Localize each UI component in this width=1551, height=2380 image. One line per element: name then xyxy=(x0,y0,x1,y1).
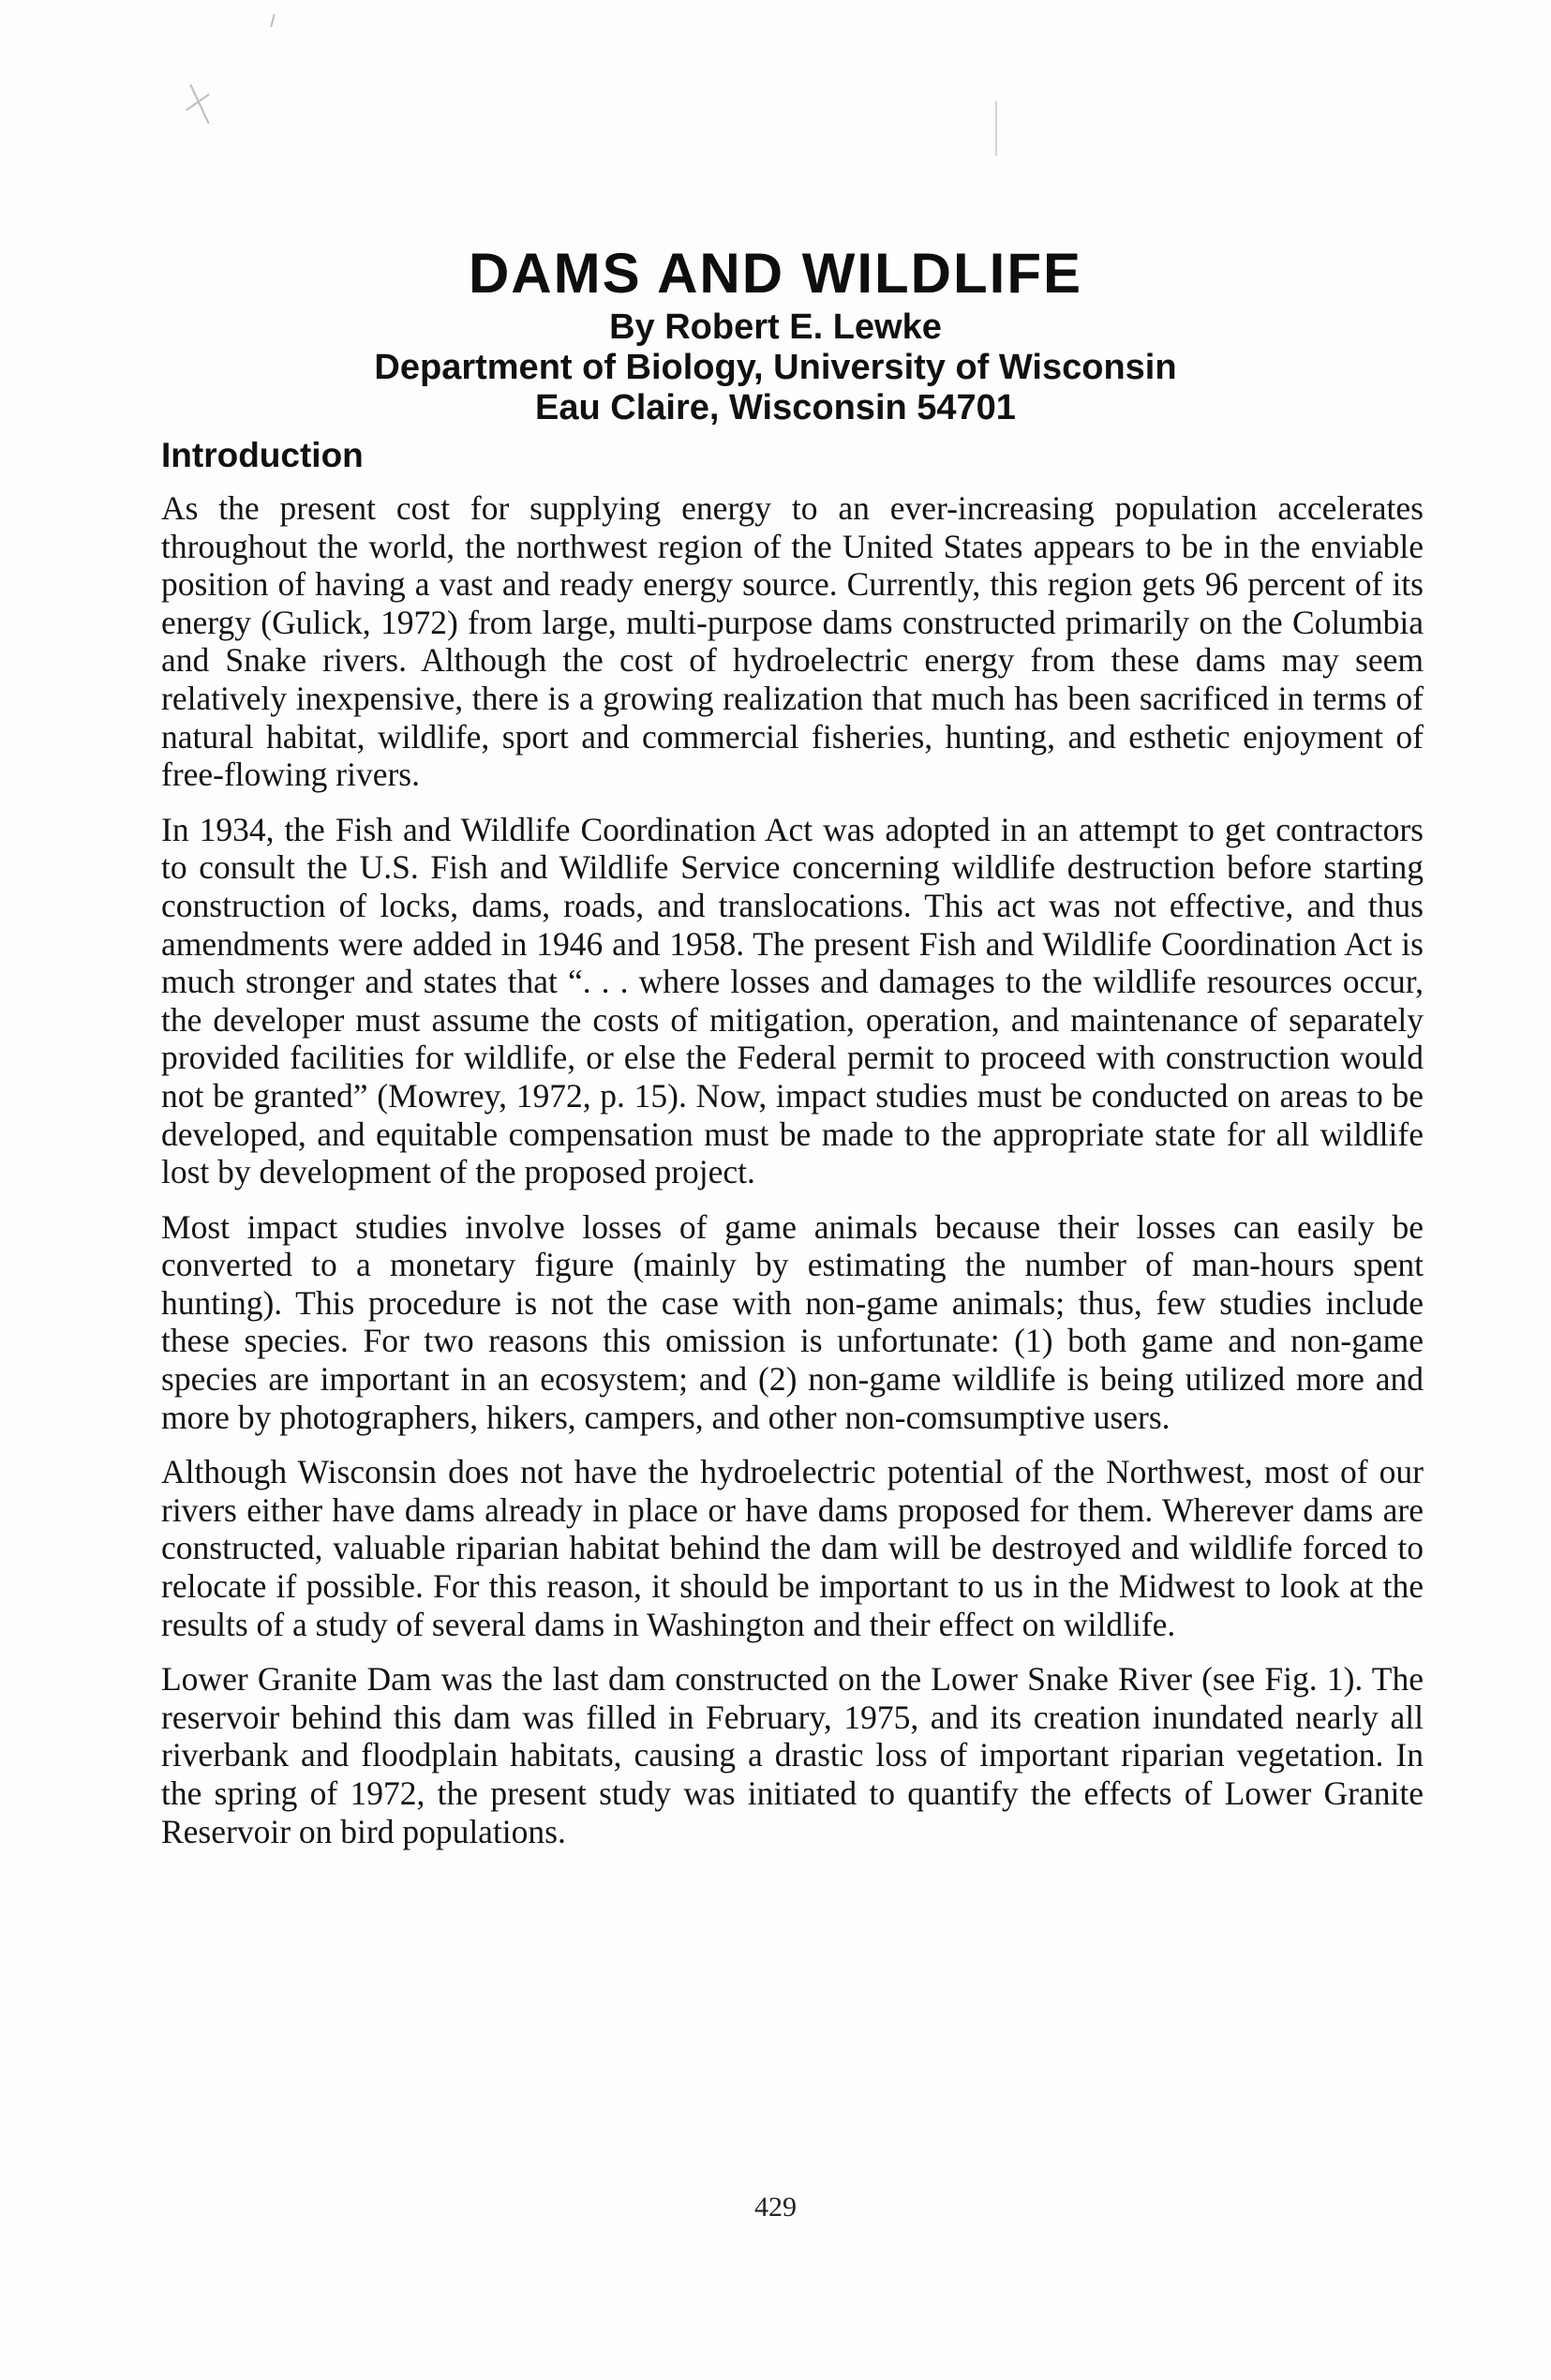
body-paragraph: As the present cost for supplying energy to an ever-increasing population accelerates throughout the world, the northwest region of the United States appears to be in the enviable position of having a vast and ready energy source. Currently, this region gets 96 percent of its energy (Gulick, 1972) from large, multi-purpose dams constructed primarily on the Columbia and Snake rivers. Although the cost of hydroelectric energy from these dams may seem relatively inexpensive, there is a growing realization that much has been sacrificed in terms of natural habitat, wildlife, sport and commercial fisheries, hunting, and esthetic enjoyment of free-flowing rivers. xyxy=(161,489,1424,794)
section-heading: Introduction xyxy=(161,436,364,474)
article-body xyxy=(161,489,1424,1867)
article-title: DAMS AND WILDLIFE xyxy=(468,242,1083,305)
body-paragraph: Although Wisconsin does not have the hydroelectric potential of the Northwest, most of our rivers either have dams already in place or have dams proposed for them. Wherever dams are constructed, valuable riparian habitat behind the dam will be destroyed and wildlife forced to relocate if possible. For this reason, it should be important to us in the Midwest to look at the results of a study of several dams in Washington and their effect on wildlife. xyxy=(161,1453,1424,1643)
body-paragraph: Lower Granite Dam was the last dam constructed on the Lower Snake River (see Fig. 1). The reservoir behind this dam was filled in February, 1975, and its creation inundated nearly all riverbank and floodplain habitats, causing a drastic loss of important riparian vegetation. In the spring of 1972, the present study was initiated to quantify the effects of Lower Granite Reservoir on bird populations. xyxy=(161,1660,1424,1850)
body-paragraph: In 1934, the Fish and Wildlife Coordination Act was adopted in an attempt to get contractors to consult the U.S. Fish and Wildlife Service concerning wildlife destruction before starting construction of locks, dams, roads, and translocations. This act was not effective, and thus amendments were added in 1946 and 1958. The present Fish and Wildlife Coordination Act is much stronger and states that “. . . where losses and damages to the wildlife resources occur, the developer must assume the costs of mitigation, operation, and maintenance of separately provided facilities for wildlife, or else the Federal permit to proceed with construction would not be granted” (Mowrey, 1972, p. 15). Now, impact studies must be conducted on areas to be developed, and equitable compensation must be made to the appropriate state for all wildlife lost by development of the proposed project. xyxy=(161,810,1424,1191)
affiliation-line: Department of Biology, University of Wisconsin xyxy=(374,348,1177,387)
author-line: By Robert E. Lewke xyxy=(609,307,942,347)
page-number: 429 xyxy=(754,2192,797,2223)
scan-mark xyxy=(995,101,997,156)
scan-mark xyxy=(270,14,276,27)
body-paragraph: Most impact studies involve losses of game animals because their losses can easily be converted to a monetary figure (mainly by estimating the number of man-hours spent hunting). This procedure is not the case with non-game animals; thus, few studies include these species. For two reasons this omission is unfortunate: (1) both game and non-game species are important in an ecosystem; and (2) non-game wildlife is being utilized more and more by photographers, hikers, campers, and other non-comsumptive users. xyxy=(161,1207,1424,1436)
location-line: Eau Claire, Wisconsin 54701 xyxy=(535,388,1016,427)
